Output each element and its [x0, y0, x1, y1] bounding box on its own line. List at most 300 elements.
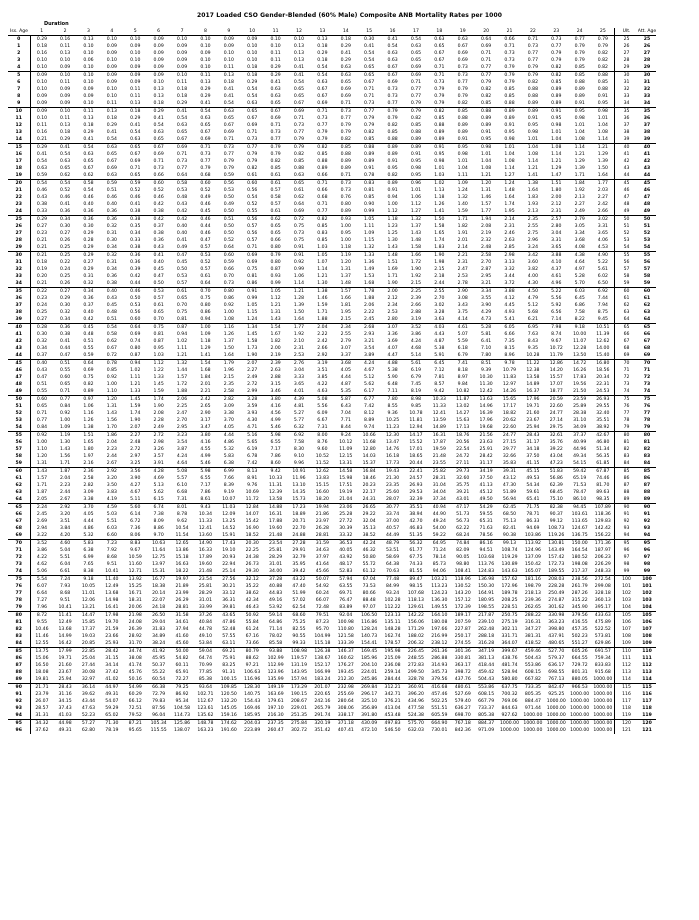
rate-cell: 0.98	[481, 145, 492, 150]
attained-age-cell: 79	[638, 424, 656, 432]
rate-cell: 3.20	[106, 476, 117, 481]
rate-cell: 1.21	[270, 303, 281, 308]
rate-cell: 17.96	[526, 397, 540, 402]
rate-cell: 68.24	[451, 532, 474, 540]
rate-cell: 6.55	[200, 476, 211, 481]
table-row	[8, 180, 656, 188]
issue-age-cell: 89	[8, 676, 30, 684]
rate-cell: 1.90	[434, 253, 445, 258]
rate-cell: 98.80	[456, 562, 470, 567]
rate-cell: 0.29	[30, 36, 53, 44]
attained-age-cell: 117	[642, 699, 652, 704]
rate-cell: 0.24	[59, 267, 71, 272]
rate-cell: 30.21	[222, 584, 236, 589]
attained-age-cell: 91	[643, 512, 651, 517]
rate-cell: 1.58	[434, 224, 445, 229]
rate-cell: 8.30	[293, 447, 305, 452]
rate-cell: 116.96	[241, 676, 264, 684]
rate-cell: 551.27	[568, 640, 591, 648]
rate-cell: 1.04	[574, 130, 585, 135]
rate-cell: 0.57	[247, 224, 258, 229]
rate-cell: 156.06	[407, 620, 424, 625]
rate-cell: 5.51	[59, 555, 71, 560]
rate-cell: 11.54	[170, 532, 193, 540]
rate-cell: 59.22	[428, 532, 451, 540]
rate-cell: 3.59	[247, 404, 258, 409]
rate-cell: 166.99	[314, 670, 331, 675]
rate-cell: 0.67	[130, 152, 141, 157]
rate-cell: 0.65	[153, 310, 164, 315]
rate-cell: 124.23	[431, 591, 448, 596]
rate-cell: 1.21	[170, 352, 193, 360]
rate-cell: 0.42	[153, 217, 164, 222]
rate-cell: 0.70	[223, 274, 234, 279]
rate-cell: 26.28	[315, 526, 329, 531]
rate-cell: 1.21	[574, 152, 585, 157]
rate-cell: 1.46	[317, 296, 328, 301]
rate-cell: 0.27	[30, 223, 53, 230]
rate-cell: 11.09	[339, 447, 353, 452]
rate-cell: 0.69	[311, 100, 334, 108]
rate-cell: 636.27	[454, 706, 471, 711]
column-header: 15	[357, 28, 380, 36]
rate-cell: 3.93	[247, 411, 258, 416]
rate-cell: 0.75	[176, 310, 188, 315]
ultimate-rate-cell: 115	[622, 685, 631, 690]
rate-cell: 0.57	[270, 188, 281, 193]
rate-cell: 1.06	[293, 274, 305, 279]
table-row	[8, 36, 656, 44]
rate-cell: 180.08	[431, 620, 448, 625]
rate-cell: 971.09	[478, 728, 495, 733]
rate-cell: 2.13	[521, 208, 544, 216]
rate-cell: 0.69	[247, 253, 258, 258]
attained-age-cell: 118	[642, 706, 652, 711]
rate-cell: 6.64	[30, 590, 53, 597]
rate-cell: 65.02	[100, 712, 123, 720]
rate-cell: 40.84	[198, 620, 212, 625]
rate-cell: 0.45	[83, 325, 94, 330]
issue-age-cell: 48	[15, 382, 22, 387]
rate-cell: 21.60	[58, 663, 72, 668]
rate-cell: 27.72	[339, 519, 353, 524]
rate-cell: 0.85	[387, 130, 398, 135]
rate-cell: 34.89	[152, 634, 166, 639]
rate-cell: 183.24	[311, 676, 334, 684]
rate-cell: 10.91	[292, 469, 306, 474]
rate-cell: 21.89	[175, 584, 189, 589]
rate-cell: 0.77	[410, 94, 422, 99]
rate-cell: 1000.00	[545, 712, 568, 720]
rate-cell: 0.11	[83, 109, 94, 114]
rate-cell: 69.21	[222, 649, 236, 654]
rate-cell: 0.54	[176, 116, 188, 121]
rate-cell: 3.52	[30, 540, 53, 548]
rate-cell: 108.73	[548, 526, 565, 531]
issue-age-cell: 91	[15, 692, 22, 697]
rate-cell: 269.84	[361, 685, 378, 690]
rate-cell: 1.39	[293, 303, 305, 308]
table-row	[8, 324, 656, 332]
rate-cell: 0.91	[293, 253, 305, 258]
rate-cell: 27.14	[549, 418, 563, 423]
rate-cell: 17.73	[381, 460, 404, 468]
rate-cell: 9.51	[59, 598, 71, 603]
rate-cell: 0.54	[387, 44, 398, 49]
rate-cell: 1.33	[124, 388, 147, 396]
table-row	[8, 338, 656, 345]
table-row	[8, 712, 656, 720]
rate-cell: 1.20	[106, 397, 117, 402]
rate-cell: 1.00	[340, 224, 351, 229]
rate-cell: 31.15	[105, 656, 119, 661]
attained-age-cell: 39	[638, 136, 656, 144]
rate-cell: 1.21	[551, 159, 562, 164]
rate-cell: 0.60	[124, 316, 147, 324]
rate-cell: 22.25	[245, 548, 259, 553]
rate-cell: 0.86	[241, 280, 264, 288]
rate-cell: 78.56	[474, 532, 497, 540]
ultimate-rate-cell: 46	[623, 188, 630, 193]
rate-cell: 0.29	[317, 51, 328, 56]
rate-cell: 99.33	[287, 640, 310, 648]
rate-cell: 0.95	[457, 145, 468, 150]
attained-age-cell: 30	[643, 73, 651, 78]
attained-age-cell: 65	[643, 325, 651, 330]
rate-cell: 23.66	[105, 634, 119, 639]
table-row	[8, 576, 656, 584]
rate-cell: 0.21	[30, 237, 53, 244]
rate-cell: 3.09	[223, 404, 234, 409]
rate-cell: 10.82	[451, 388, 474, 396]
attained-age-cell: 31	[643, 80, 651, 85]
rate-cell: 12.09	[222, 512, 236, 517]
column-header: 13	[311, 28, 334, 36]
rate-cell: 0.82	[83, 382, 94, 387]
rate-cell: 0.09	[130, 80, 141, 85]
rate-cell: 0.82	[545, 64, 568, 72]
rate-cell: 0.38	[100, 280, 123, 288]
rate-cell: 1.01	[521, 136, 544, 144]
rate-cell: 9.74	[357, 424, 380, 432]
rate-cell: 0.38	[153, 231, 164, 236]
rate-cell: 2.93	[364, 332, 375, 337]
rate-cell: 0.75	[200, 296, 211, 301]
rate-cell: 5.83	[223, 454, 234, 459]
rate-cell: 27.28	[292, 541, 306, 546]
rate-cell: 0.88	[364, 145, 375, 150]
rate-cell: 1.18	[334, 244, 357, 252]
ultimate-rate-cell: 114	[615, 676, 638, 684]
rate-cell: 0.51	[100, 316, 123, 324]
rate-cell: 3.54	[364, 346, 375, 351]
rate-cell: 0.89	[317, 166, 328, 171]
rate-cell: 2.87	[481, 267, 492, 272]
attained-age-cell: 70	[643, 361, 651, 366]
rate-cell: 116.86	[361, 620, 378, 625]
issue-age-cell: 60	[15, 469, 22, 474]
rate-cell: 57.94	[339, 577, 353, 582]
rate-cell: 0.85	[293, 159, 305, 164]
rate-cell: 5.06	[30, 568, 53, 576]
rate-cell: 64.86	[269, 620, 283, 625]
rate-cell: 527.70	[548, 649, 565, 654]
rate-table	[8, 28, 656, 734]
attained-age-cell: 90	[643, 505, 651, 510]
rate-cell: 0.79	[551, 51, 562, 56]
rate-cell: 551.51	[431, 706, 448, 711]
rate-cell: 0.41	[223, 94, 234, 99]
rate-cell: 1.43	[410, 231, 422, 236]
rate-cell: 0.40	[83, 310, 94, 315]
rate-cell: 0.88	[381, 136, 404, 144]
rate-cell: 0.59	[217, 172, 240, 180]
rate-cell: 7.14	[545, 316, 568, 324]
rate-cell: 1.83	[527, 195, 539, 200]
attained-age-cell: 88	[643, 490, 651, 495]
rate-cell: 19.43	[385, 469, 400, 474]
ultimate-rate-cell: 66	[623, 332, 630, 337]
rate-cell: 0.79	[287, 136, 310, 144]
ultimate-rate-cell: 85	[623, 469, 630, 474]
rate-cell: 637.75	[501, 685, 518, 690]
rate-cell: 759.34	[591, 655, 614, 662]
rate-cell: 2.72	[153, 433, 164, 438]
rate-cell: 3.07	[340, 346, 351, 351]
rate-cell: 32.97	[77, 676, 100, 684]
rate-cell: 2.27	[591, 194, 614, 201]
issue-age-cell: 75	[15, 577, 22, 582]
rate-cell: 0.79	[247, 159, 258, 164]
issue-age-cell: 66	[15, 512, 22, 517]
ultimate-rate-cell: 56	[623, 260, 630, 265]
rate-cell: 2.66	[317, 346, 328, 351]
issue-age-cell: 64	[8, 496, 30, 504]
rate-cell: 18.46	[362, 476, 376, 481]
rate-cell: 0.10	[270, 44, 281, 49]
rate-cell: 316.28	[474, 640, 497, 648]
rate-cell: 15.40	[591, 352, 614, 360]
rate-cell: 9.84	[457, 382, 468, 387]
rate-cell: 2.44	[59, 490, 71, 495]
rate-cell: 0.16	[59, 37, 71, 42]
issue-age-cell: 96	[15, 728, 22, 733]
rate-cell: 0.31	[106, 231, 117, 236]
rate-cell: 57.27	[81, 721, 96, 726]
rate-cell: 9.96	[287, 460, 310, 468]
attained-age-cell: 84	[638, 460, 656, 468]
rate-cell: 0.09	[30, 100, 53, 108]
rate-cell: 0.61	[270, 181, 281, 186]
rate-cell: 434.96	[407, 699, 424, 704]
rate-cell: 399.67	[501, 649, 518, 654]
rate-cell: 75.10	[545, 496, 568, 504]
rate-cell: 143.49	[548, 548, 565, 553]
table-row	[8, 475, 656, 482]
rate-cell: 60.54	[147, 676, 170, 684]
rate-cell: 12.41	[198, 526, 212, 531]
rate-cell: 1.08	[591, 129, 614, 136]
rate-cell: 1.45	[247, 332, 258, 337]
rate-cell: 0.25	[30, 309, 53, 316]
rate-cell: 0.13	[223, 73, 234, 78]
rate-cell: 0.57	[194, 244, 217, 252]
rate-cell: 0.77	[574, 37, 585, 42]
rate-cell: 38.62	[245, 591, 259, 596]
rate-cell: 220.65	[314, 692, 331, 697]
rate-cell: 2.94	[30, 525, 53, 532]
rate-cell: 11.81	[409, 418, 423, 423]
rate-cell: 0.13	[153, 87, 164, 92]
rate-cell: 360.13	[591, 597, 614, 604]
rate-cell: 0.10	[106, 87, 117, 92]
rate-cell: 522.52	[591, 626, 614, 633]
rate-cell: 14.47	[81, 613, 96, 618]
rate-cell: 60.11	[175, 663, 189, 668]
rate-cell: 103.61	[571, 512, 588, 517]
rate-cell: 18.56	[591, 367, 614, 374]
rate-cell: 0.88	[574, 80, 585, 85]
rate-cell: 8.00	[317, 433, 328, 438]
rate-cell: 1.59	[451, 208, 474, 216]
rate-cell: 63.55	[339, 584, 353, 589]
rate-cell: 0.65	[59, 382, 71, 387]
rate-cell: 17.13	[451, 424, 474, 432]
rate-cell: 0.73	[176, 159, 188, 164]
rate-cell: 55.22	[152, 670, 166, 675]
rate-cell: 1.96	[223, 368, 234, 373]
issue-age-cell: 53	[15, 418, 22, 423]
rate-cell: 149.19	[267, 685, 284, 690]
rate-cell: 0.13	[59, 51, 71, 56]
rate-cell: 1.01	[410, 188, 422, 193]
rate-cell: 98.15	[409, 584, 423, 589]
rate-cell: 5.16	[247, 433, 258, 438]
rate-cell: 0.67	[387, 73, 398, 78]
rate-cell: 2.67	[53, 496, 76, 504]
rate-cell: 1.45	[130, 397, 141, 402]
rate-cell: 0.40	[30, 360, 53, 368]
rate-cell: 1.51	[551, 181, 562, 186]
rate-cell: 0.09	[176, 44, 188, 49]
rate-cell: 1.95	[498, 208, 521, 216]
rate-cell: 502.25	[431, 699, 448, 704]
rate-cell: 0.31	[106, 260, 117, 265]
rate-cell: 1.59	[317, 303, 328, 308]
rate-cell: 2.75	[527, 231, 539, 236]
rate-cell: 1000.00	[523, 728, 543, 733]
rate-cell: 119.57	[290, 656, 308, 661]
rate-cell: 32.12	[245, 577, 259, 582]
rate-cell: 16.80	[591, 360, 614, 368]
rate-cell: 4.44	[83, 519, 94, 524]
rate-cell: 11.60	[128, 562, 142, 567]
rate-cell: 31.31	[30, 712, 53, 720]
rate-cell: 0.79	[200, 166, 211, 171]
rate-cell: 0.11	[130, 87, 141, 92]
rate-cell: 5.08	[176, 469, 188, 474]
rate-cell: 114.73	[170, 712, 193, 720]
rate-cell: 0.63	[106, 145, 117, 150]
rate-cell: 0.09	[176, 58, 188, 63]
rate-cell: 10.51	[591, 324, 614, 332]
rate-cell: 0.73	[357, 100, 380, 108]
rate-cell: 2.70	[481, 260, 492, 265]
rate-cell: 0.41	[130, 202, 141, 207]
rate-cell: 0.61	[264, 208, 287, 216]
rate-cell: 0.73	[451, 64, 474, 72]
rate-cell: 0.29	[30, 216, 53, 224]
rate-cell: 0.79	[387, 109, 398, 114]
rate-cell: 12.80	[362, 447, 376, 452]
rate-cell: 0.09	[30, 108, 53, 116]
rate-cell: 700.32	[501, 692, 518, 697]
rate-cell: 163.69	[267, 692, 284, 697]
rate-cell: 0.13	[293, 58, 305, 63]
rate-cell: 2.07	[247, 361, 258, 366]
rate-cell: 396.20	[407, 692, 424, 697]
rate-cell: 345.73	[431, 670, 448, 675]
rate-cell: 1.72	[176, 382, 188, 387]
issue-age-cell: 22	[15, 195, 22, 200]
rate-cell: 23.06	[339, 505, 353, 510]
rate-cell: 1.82	[457, 224, 468, 229]
issue-age-cell: 24	[8, 208, 30, 216]
rate-cell: 173.29	[290, 685, 308, 690]
rate-cell: 0.40	[153, 260, 164, 265]
rate-cell: 5.14	[404, 352, 427, 360]
rate-cell: 0.82	[591, 64, 614, 72]
rate-cell: 2.15	[223, 375, 234, 380]
rate-cell: 2.00	[387, 289, 398, 294]
rate-cell: 149.55	[428, 604, 451, 612]
rate-cell: 0.54	[83, 188, 94, 193]
rate-cell: 14.17	[409, 433, 423, 438]
rate-cell: 1.14	[551, 152, 562, 157]
rate-cell: 0.65	[410, 58, 422, 63]
rate-cell: 0.46	[200, 217, 211, 222]
rate-cell: 416.68	[431, 685, 448, 690]
rate-cell: 2.24	[30, 504, 53, 512]
attained-age-cell: 32	[643, 87, 651, 92]
rate-cell: 580.80	[498, 676, 521, 684]
rate-cell: 74.33	[409, 562, 423, 567]
attained-age-cell: 73	[643, 382, 651, 387]
rate-cell: 0.32	[106, 224, 117, 229]
table-row	[8, 86, 656, 93]
rate-cell: 0.89	[504, 109, 515, 114]
rate-cell: 0.69	[293, 109, 305, 114]
rate-cell: 0.54	[106, 325, 117, 330]
table-row	[8, 129, 656, 136]
rate-cell: 801.31	[571, 670, 588, 675]
rate-cell: 109.85	[220, 685, 237, 690]
rate-cell: 4.86	[83, 526, 94, 531]
rate-cell: 124.83	[474, 568, 497, 576]
rate-cell: 8.51	[481, 361, 492, 366]
rate-cell: 3.52	[410, 325, 422, 330]
table-row	[8, 309, 656, 316]
issue-age-cell: 2	[17, 51, 21, 56]
rate-cell: 0.40	[106, 289, 117, 294]
rate-cell: 3.28	[247, 397, 258, 402]
rate-cell: 4.19	[100, 496, 123, 504]
rate-cell: 15.31	[147, 568, 170, 576]
rate-cell: 0.65	[130, 145, 141, 150]
rate-cell: 0.36	[83, 296, 94, 301]
rate-cell: 9.24	[340, 433, 351, 438]
rate-cell: 4.05	[217, 424, 240, 432]
